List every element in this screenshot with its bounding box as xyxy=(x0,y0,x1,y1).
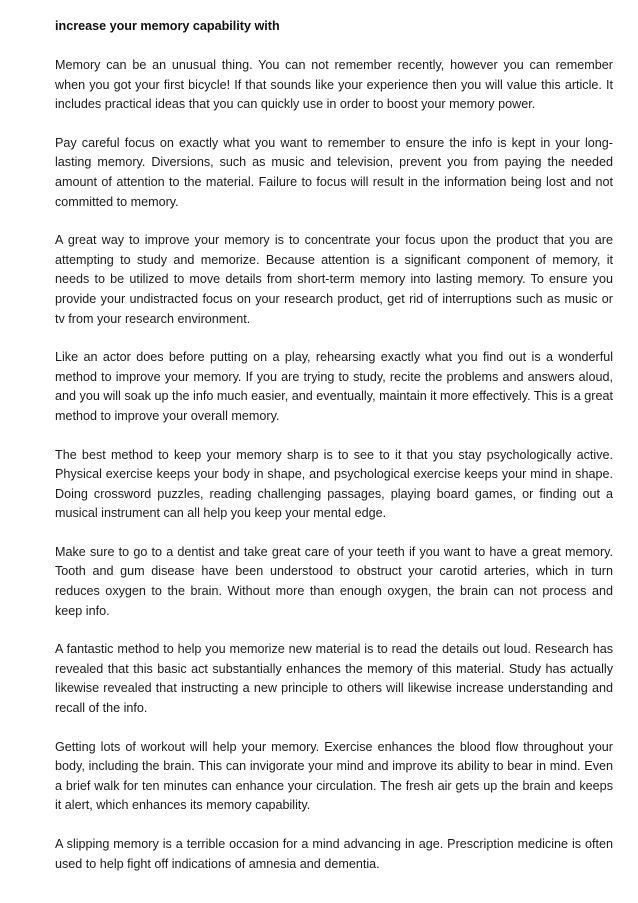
paragraph-4: Like an actor does before putting on a play, rehearsing exactly what you find out is a wonderful method to improve your memory. If you are trying to study, recite the problems and answers aloud, and you will soak up the info much easier, and eventually, maintain it more effectively. This is a great method to improve your overall memory. xyxy=(55,350,613,423)
document-title: increase your memory capability with xyxy=(55,19,280,33)
paragraph-9: A slipping memory is a terrible occasion for a mind advancing in age. Prescription medicine is often used to help fight off indications of amnesia and dementia. xyxy=(55,837,613,871)
paragraph-2: Pay careful focus on exactly what you want to remember to ensure the info is kept in your long-lasting memory. Diversions, such as music and television, prevent you from paying the needed amount of attention to the material. Failure to focus will result in the information being lost and not committed to memory. xyxy=(55,135,613,209)
paragraph-3: A great way to improve your memory is to concentrate your focus upon the product that you are attempting to study and memorize. Because attention is a significant component of memory, it needs to be utilized to move details from short-term memory into lasting memory. To ensure you provide your undistracted focus on your research product, get rid of interruptions such as music or tv from your research environment. xyxy=(55,233,613,326)
paragraph-1: Memory can be an unusual thing. You can not remember recently, however you can remember when you got your first bicycle! If that sounds like your experience then you will value this article. It includes practical ideas that you can quickly use in order to boost your memory power. xyxy=(55,58,613,112)
paragraph-5: The best method to keep your memory sharp is to see to it that you stay psychologically active. Physical exercise keeps your body in shape, and psychological exercise keeps your mind in shape. Doing crossword puzzles, reading challenging passages, playing board games, or finding out a musical instrument can all help you keep your mental edge. xyxy=(55,447,613,521)
paragraph-6: Make sure to go to a dentist and take great care of your teeth if you want to have a great memory. Tooth and gum disease have been understood to obstruct your carotid arteries, which in turn reduces oxygen to the brain. Without more than enough oxygen, the brain can not process and keep info. xyxy=(55,544,613,618)
paragraph-8: Getting lots of workout will help your memory. Exercise enhances the blood flow throughout your body, including the brain. This can invigorate your mind and improve its ability to bear in mind. Even a brief walk for ten minutes can enhance your circulation. The fresh air gets up the brain and keeps it alert, which enhances its memory capability. xyxy=(55,739,613,813)
paragraph-7: A fantastic method to help you memorize new material is to read the details out loud. Research has revealed that this basic act substantially enhances the memory of this material. Study has actually likewise revealed that instructing a new principle to others will likewise increase understanding and recall of the info. xyxy=(55,642,613,716)
document-page xyxy=(55,17,613,874)
